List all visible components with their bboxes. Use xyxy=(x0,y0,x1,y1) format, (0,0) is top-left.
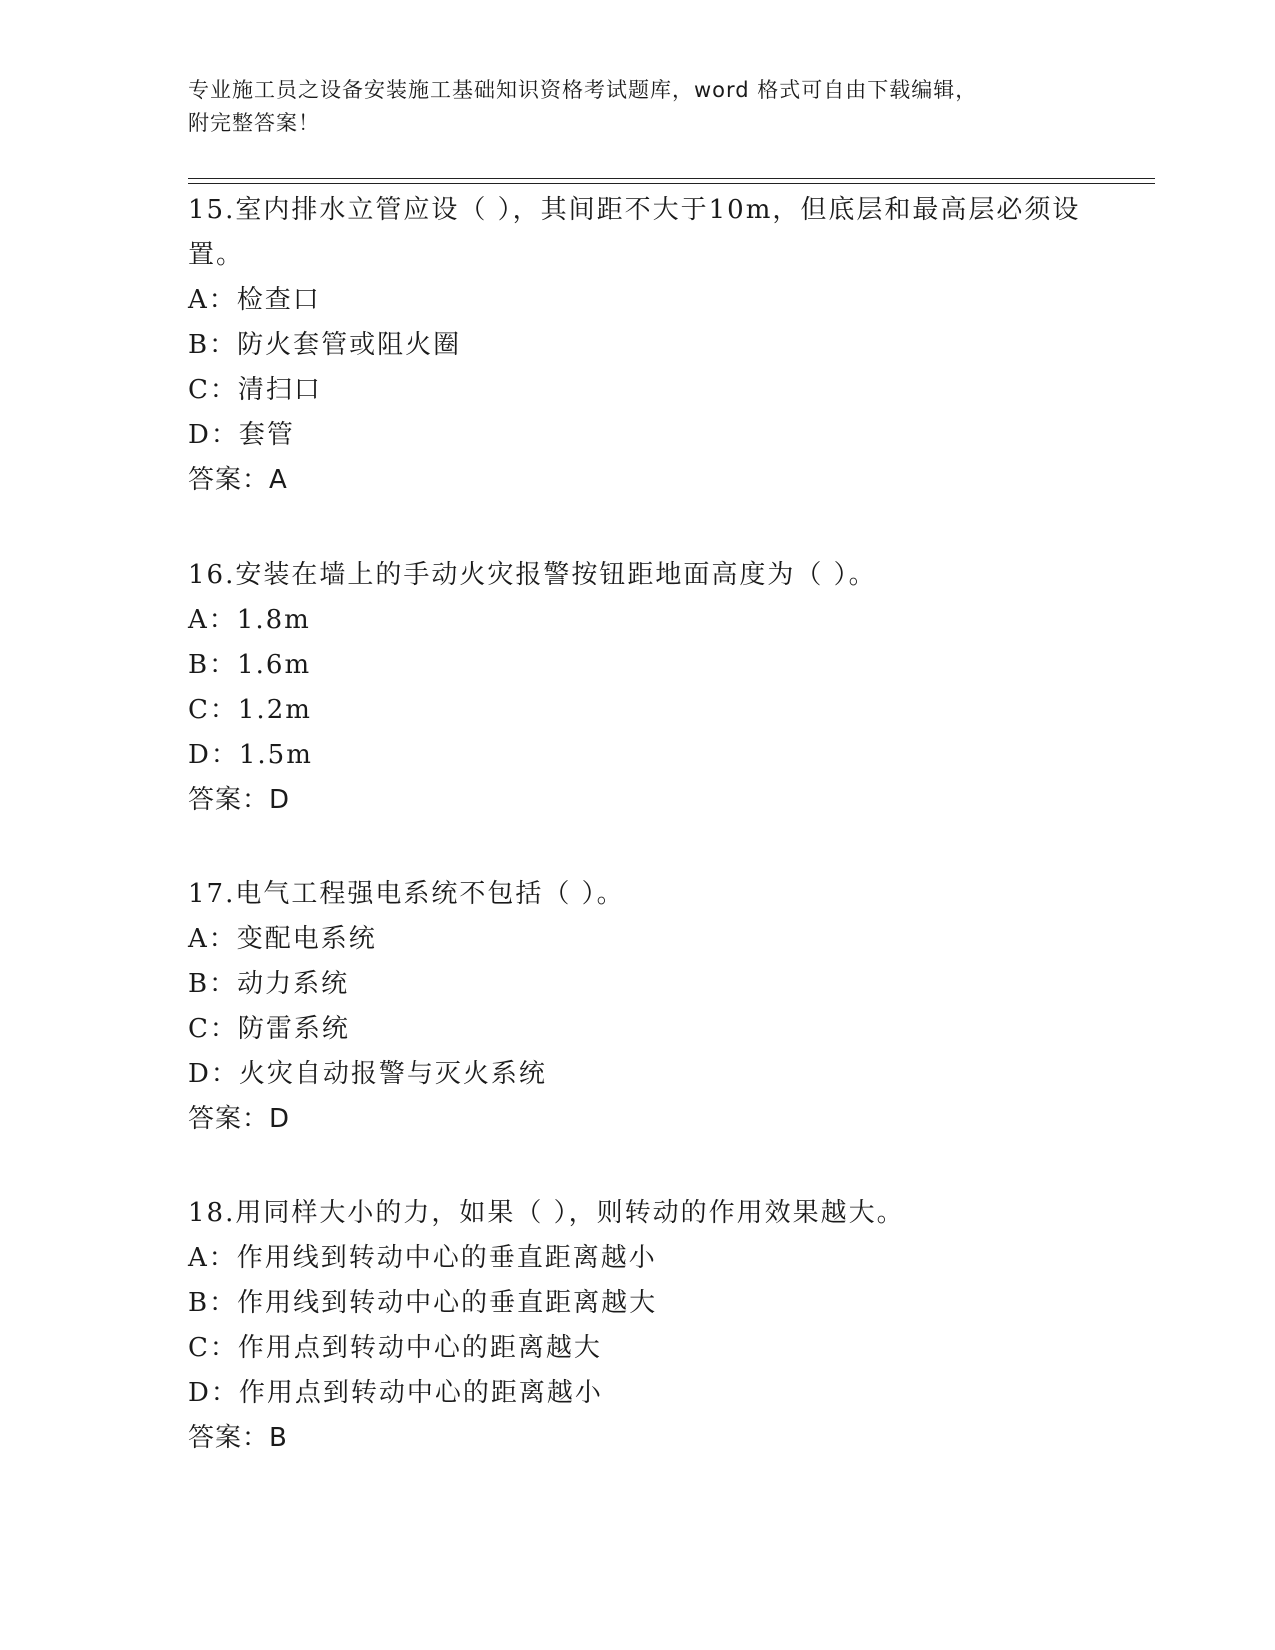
option-a: A：检查口 xyxy=(188,285,321,315)
answer-line: 答案：D xyxy=(188,1104,291,1134)
header-divider-top xyxy=(188,178,1155,179)
question-stem: 17.电气工程强电系统不包括（ ）。 xyxy=(188,879,625,909)
header-line-2: 附完整答案！ xyxy=(188,111,320,135)
option-a: A：1.8m xyxy=(188,605,311,635)
option-c: C：防雷系统 xyxy=(188,1014,350,1044)
answer-line: 答案：B xyxy=(188,1423,288,1453)
option-b: B：防火套管或阻火圈 xyxy=(188,330,462,360)
option-c: C：清扫口 xyxy=(188,375,322,405)
question-18 xyxy=(188,1191,1088,1461)
option-c: C：1.2m xyxy=(188,695,312,725)
option-d: D：套管 xyxy=(188,420,295,450)
question-17 xyxy=(188,872,1088,1142)
answer-line: 答案：D xyxy=(188,785,291,815)
header-divider-bottom xyxy=(188,183,1155,184)
option-b: B：1.6m xyxy=(188,650,312,680)
option-b: B：作用线到转动中心的垂直距离越大 xyxy=(188,1288,658,1318)
header-line-1: 专业施工员之设备安装施工基础知识资格考试题库，word 格式可自由下载编辑， xyxy=(188,78,978,102)
question-stem: 18.用同样大小的力，如果（ ），则转动的作用效果越大。 xyxy=(188,1198,905,1228)
option-c: C：作用点到转动中心的距离越大 xyxy=(188,1333,602,1363)
question-15 xyxy=(188,188,1088,503)
option-b: B：动力系统 xyxy=(188,969,350,999)
answer-line: 答案：A xyxy=(188,465,288,495)
option-d: D：1.5m xyxy=(188,740,313,770)
question-stem: 15.室内排水立管应设（ ），其间距不大于10m，但底层和最高层必须设置。 xyxy=(188,195,1081,270)
option-d: D：火灾自动报警与灭火系统 xyxy=(188,1059,547,1089)
option-d: D：作用点到转动中心的距离越小 xyxy=(188,1378,603,1408)
option-a: A：变配电系统 xyxy=(188,924,377,954)
question-stem: 16.安装在墙上的手动火灾报警按钮距地面高度为（ ）。 xyxy=(188,560,877,590)
option-a: A：作用线到转动中心的垂直距离越小 xyxy=(188,1243,657,1273)
document-header xyxy=(188,74,1068,140)
question-16 xyxy=(188,553,1088,823)
